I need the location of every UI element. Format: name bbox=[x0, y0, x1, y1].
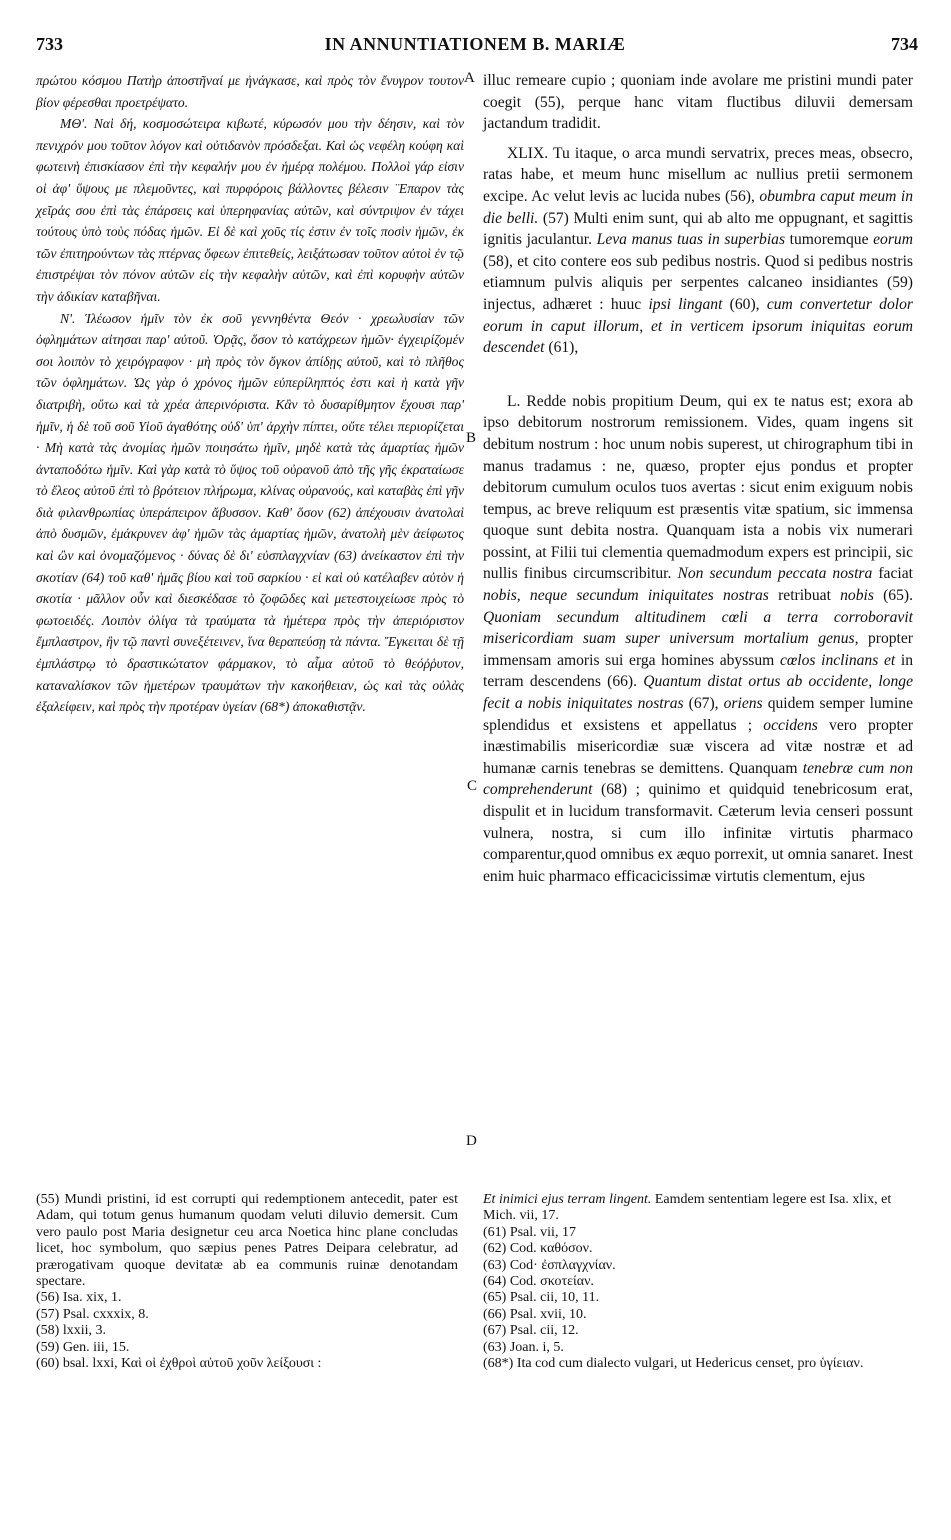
quotation: Non secundum peccata nostra bbox=[677, 565, 873, 583]
text-span: vero propter inæstimabilis misericordiæ suæ viscera ad vitæ nostræ et ad humanæ carnis tenebras se demittens. Quanquam bbox=[483, 716, 913, 777]
latin-column bbox=[483, 70, 913, 887]
text-span: retribuat bbox=[768, 587, 841, 605]
page-number-left: 733 bbox=[36, 34, 63, 54]
latin-paragraph: illuc remeare cupio ; quoniam inde avolare me pristini mundi pater coegit (55), perque hanc vitam fluctibus diluvii demersam jactandum tradidit. bbox=[483, 72, 913, 133]
section-marker-c: C bbox=[467, 778, 478, 794]
text-span: (68) ; quinimo et quidquid tenebricosum erat, dispulit et in lucidum transformavit. Cæterum levia censeri possunt vulnera, nostra, si cum illo infinitæ virtutis pharmaco comparentur,quod omnibus ex æquo porrexit, ut omnia sanaret. Inest enim huic pharmaco efficacicissimæ virtutis clementum, ejus bbox=[483, 781, 913, 885]
running-title: IN ANNUNTIATIONEM B. MARIÆ bbox=[324, 34, 626, 54]
text-span: (67), bbox=[683, 695, 724, 713]
footnotes-left bbox=[36, 1192, 458, 1372]
text-span: propter immensam amoris sui erga homines abyssum bbox=[483, 630, 913, 669]
text-span: Eamdem sententiam legere est Isa. xlix, et Mich. vii, 17. bbox=[483, 1192, 892, 1224]
footnote: (67) Psal. cii, 12. bbox=[483, 1323, 579, 1339]
text-span: faciat bbox=[872, 565, 913, 583]
quotation: cœlos inclinans et bbox=[779, 651, 896, 669]
footnote: (60) bsal. lxxi, Καὶ οἱ ἐχθροὶ αὐτοῦ χοῦν λείξουσι : bbox=[36, 1356, 322, 1372]
quotation: Et inimici ejus terram lingent. bbox=[483, 1192, 652, 1207]
footnote: (63) Cod· ἐσπλαγχνίαν. bbox=[483, 1257, 616, 1273]
footnote: (63) Joan. i, 5. bbox=[483, 1339, 564, 1355]
footnotes-right bbox=[483, 1192, 913, 1372]
quotation: obumbra caput meum in die belli. bbox=[483, 187, 913, 227]
section-marker-a: A bbox=[464, 70, 475, 86]
quotation: oriens bbox=[723, 695, 763, 713]
quotation: Quoniam secundum altitudinem cœli a terra corroboravit misericordiam suam super universum mortalium genus, bbox=[483, 608, 913, 648]
greek-paragraph: ΜΘ'. Ναὶ δή, κοσμοσώτειρα κιβωτέ, κύρωσόν μου τὴν δέησιν, καὶ τὸν πενιχρόν μου τοῦτον λόγον καὶ οὐτιδανὸν πρόσδεξαι. Καὶ ὡς νεφέλη κούφη καὶ φωτεινὴ ἐπισκίασον ἐπὶ τὴν κεφαλήν μου ἐν ἡμέρᾳ πολέμου. Πολλοὶ γάρ εἰσιν οἱ ἀφ' ὕψους με πλεμοῦντες, καὶ πυρφόροις βάλλοντες βέλεσιν ¨Επαρον τὰς χεῖράς σου ἐπὶ τὰς ἐπάρσεις καὶ ὑπερηφανίας αὐτῶν, καὶ σύντριψον ἐν τάχει τούτους ὑπὸ τοὺς πόδας ἡμῶν. Εἰ δὲ καὶ χοῦς τίς ἐστιν ἐν τοῖς ποσὶν ἡμῶν, ἐκ τῶν ἐπιτηρούντων τὰς πτέρνας ὄφεων ἐπιτεθείς, λειξάτωσαν τοῦτον αὐτοὶ ἐν τῷ ἐπιστρέψαι τὸν πόνον αὐτῶν εἰς τὴν κεφαλὴν αὐτῶν, καὶ ἐπὶ κορυφὴν αὐτῶν τὴν ἀδικίαν καταβῆναι. bbox=[36, 116, 464, 304]
quotation: nobis bbox=[840, 587, 874, 605]
greek-column bbox=[36, 70, 464, 718]
footnote: (56) Isa. xix, 1. bbox=[36, 1290, 122, 1306]
text-span: (60), bbox=[722, 295, 767, 313]
footnote: (57) Psal. cxxxix, 8. bbox=[36, 1306, 149, 1322]
text-span: tumoremque bbox=[785, 231, 874, 249]
latin-paragraph bbox=[483, 143, 913, 359]
section-marker-d: D bbox=[466, 1133, 477, 1149]
latin-paragraph bbox=[483, 391, 913, 888]
footnote: (62) Cod. καθόσον. bbox=[483, 1241, 593, 1257]
greek-paragraph: Ν'. Ἱλέωσον ἡμῖν τὸν ἐκ σοῦ γεννηθέντα Θεόν · χρεωλυσίαν τῶν ὀφλημάτων αἰτησαι παρ' αὐτοῦ. Ὁρᾷς, ὅσον τὸ κατάχρεων ἡμῶν· ἐγχειρίζομέν σοι λοιπὸν τὸ χειρόγραφον · μὴ πρὸς τὸν ὄγκον ἀπίδῃς αὐτοῦ, καὶ τὸ πλῆθος τῶν ὀφλημάτων. Ὡς γὰρ ὁ χρόνος ἡμῶν εὐπερίληπτός ἐστι καὶ ἡ κατὰ γῆν διατριβὴ, οὕτω καὶ τὰ χρέα ἀπερινόριστα. Κἂν τὸ δυσαρίθμητον ἔχουσι παρ' ἡμῖν, ἡ δὲ τοῦ σοῦ Υἱοῦ ἀγαθότης οὐδ' ὑπ' ἀρχὴν πίπτει, οὔτε τέλει περιορίζεται · Μὴ κατὰ τὰς ἀνομίας ἡμῶν ποιησάτω ἡμῖν, μηδὲ κατὰ τὰς ἁμαρτίας ἡμῶν ἀνταποδότω ἡμῖν. Καὶ γὰρ κατὰ τὸ ὕψος τοῦ οὐρανοῦ ἀπὸ τῆς γῆς ἐκραταίωσε τὸ ἔλεος αὐτοῦ ἐπὶ τὸ βρότειον πλήρωμα, κλίνας οὐρανούς, καὶ καταβὰς ἐπὶ γῆν διὰ φιλανθρωπίας ὑπεράπειρον ἄβυσσον. Καθ' ὅσον (62) ἀπέχουσιν ἀνατολαὶ ἀπὸ δυσμῶν, ἐμάκρυνεν ἀφ' ἡμῶν τὰς ἁμαρτίας ἡμῶν, ἀνατολὴ μὲν ἀείφωτος καὶ ὢν καὶ ὀνομαζόμενος · δύνας δὲ δι' εὐσπλαγχνίαν (63) ἀνείκαστον ἐπὶ τὴν σκοτίαν (64) τοῦ καθ' ἡμᾶς βίου καὶ τοῦ σαρκίου · εἰ καὶ οὐ κατέλαβεν αὐτὸν ἡ σκοτία · μᾶλλον οὖν καὶ διεσκέδασε τὸ ζοφῶδες καὶ μετεστοιχείωσε πρὸς τὸ φωτοειδές. Λοιπὸν ὀλίγα τὰ τραύματα τὰ ἡμέτερα πρὸς τὴν ἀπεριόριστον ἔμπλαστρον, ἣν τῷ παντὶ συνεξέτεινεν, ἵνα θεραπεύσῃ τὰ πάντα. Ἔγκειται δὲ τῇ ἐμπλάστρῳ τὸ δραστικώτατον φάρμακον, τὸ αἷμα αὐτοῦ τὸ θεόῤῥυτον, καταναλίσκον τῶν ἡμετέρων τραυμάτων τὴν κακοήθειαν, ὡς καὶ τὰς οὐλὰς ἐξαλείφειν, καὶ πρὸς τὴν προτέραν ὑγείαν (68*) ἀποκαθιστᾷν. bbox=[36, 310, 464, 715]
footnote: (65) Psal. cii, 10, 11. bbox=[483, 1290, 600, 1306]
text-span: (58), et cito contere eos sub pedibus nostris. Quod si pedibus nostris etiamnum pulvis aliquis per serpentes calcaneo insidiantes (59) injectus, adhæret : huuc bbox=[483, 252, 913, 313]
text-span: (61), bbox=[544, 339, 579, 357]
section-marker-b: B bbox=[466, 430, 477, 446]
footnote: (64) Cod. σκοτείαν. bbox=[483, 1274, 594, 1290]
page-header bbox=[32, 34, 918, 58]
text-span: L. Redde nobis propitium Deum, qui ex te natus est; exora ab ipso debitorum nostrorum remissionem. Vides, quam ingens sit debitum nostrum : hoc unum nobis superest, ut chirographum tibi in manus tradamus : ne, quæso, propter ejus pondus et propter debitorum cumulum oculos tuos avertas : sicut enim exiguum nobis tempus, ac breve reliquum est præsentis vitæ spatium, sic immensa quoque sunt debita nostra. Quanquam ista a nobis vix numerari possint, at Filii tui clementia quemadmodum expers est principii, sic nullis finibus circumscribitur. bbox=[483, 392, 913, 583]
footnote: (58) lxxii, 3. bbox=[36, 1323, 106, 1339]
page-number-right: 734 bbox=[891, 34, 918, 54]
quotation: nobis, neque secundum iniquitates nostras bbox=[483, 587, 769, 605]
quotation: tenebræ cum non comprehenderunt bbox=[483, 759, 914, 799]
quotation: ipsi lingant bbox=[648, 295, 723, 313]
footnote: (55) Mundi pristini, id est corrupti qui redemptionem antecedit, pater est Adam, qui totum genus humanum quodam veluti diluvio demersit. Cum vero paulo post Maria designetur ceu arca Noetica hinc plane concludas licet, hoc symbolum, quo sæpius penes Patres Deipara celebratur, ad prærogativam quoque devitatæ ab ea communis ruinæ denotandam spectare. bbox=[36, 1192, 458, 1290]
text-span: (57) Multi enim sunt, qui ab alto me oppugnant, et sagittis ignitis jaculantur. bbox=[483, 209, 913, 249]
text-span: (65). bbox=[873, 587, 913, 605]
quotation: occidens bbox=[763, 716, 818, 734]
text-span: XLIX. Tu itaque, o arca mundi servatrix, preces meas, obsecro, ratas habe, et meum hunc misellum ac nullius pretii sermonem excipe. Ac velut levis ac lucida nubes (56), bbox=[483, 144, 913, 205]
footnote-continuation bbox=[483, 1192, 913, 1225]
text-span: quidem semper lumine splendidus et exsistens et appellatus ; bbox=[483, 695, 913, 734]
footnote: (68*) Ita cod cum dialecto vulgari, ut Hedericus censet, pro ὑγίειαν. bbox=[483, 1356, 864, 1372]
quotation: cum convertetur dolor eorum in caput illorum, et in verticem ipsorum iniquitas eorum descendet bbox=[483, 295, 913, 357]
quotation: Leva manus tuas in superbias bbox=[596, 231, 786, 249]
footnote: (61) Psal. vii, 17 bbox=[483, 1224, 576, 1240]
quotation: eorum bbox=[873, 231, 913, 249]
greek-paragraph: πρώτου κόσμου Πατὴρ ἀποστῆναί με ἠνάγκασε, καὶ πρὸς τὸν ἔνυγρον τουτον βίον φέρεσθαι προετρέψατο. bbox=[36, 73, 464, 110]
footnote: (66) Psal. xvii, 10. bbox=[483, 1306, 587, 1322]
footnote: (59) Gen. iii, 15. bbox=[36, 1339, 130, 1355]
text-span: in terram descendens (66). bbox=[483, 651, 914, 691]
quotation: Quantum distat ortus ab occidente, longe fecit a nobis iniquitates nostras bbox=[483, 673, 913, 713]
